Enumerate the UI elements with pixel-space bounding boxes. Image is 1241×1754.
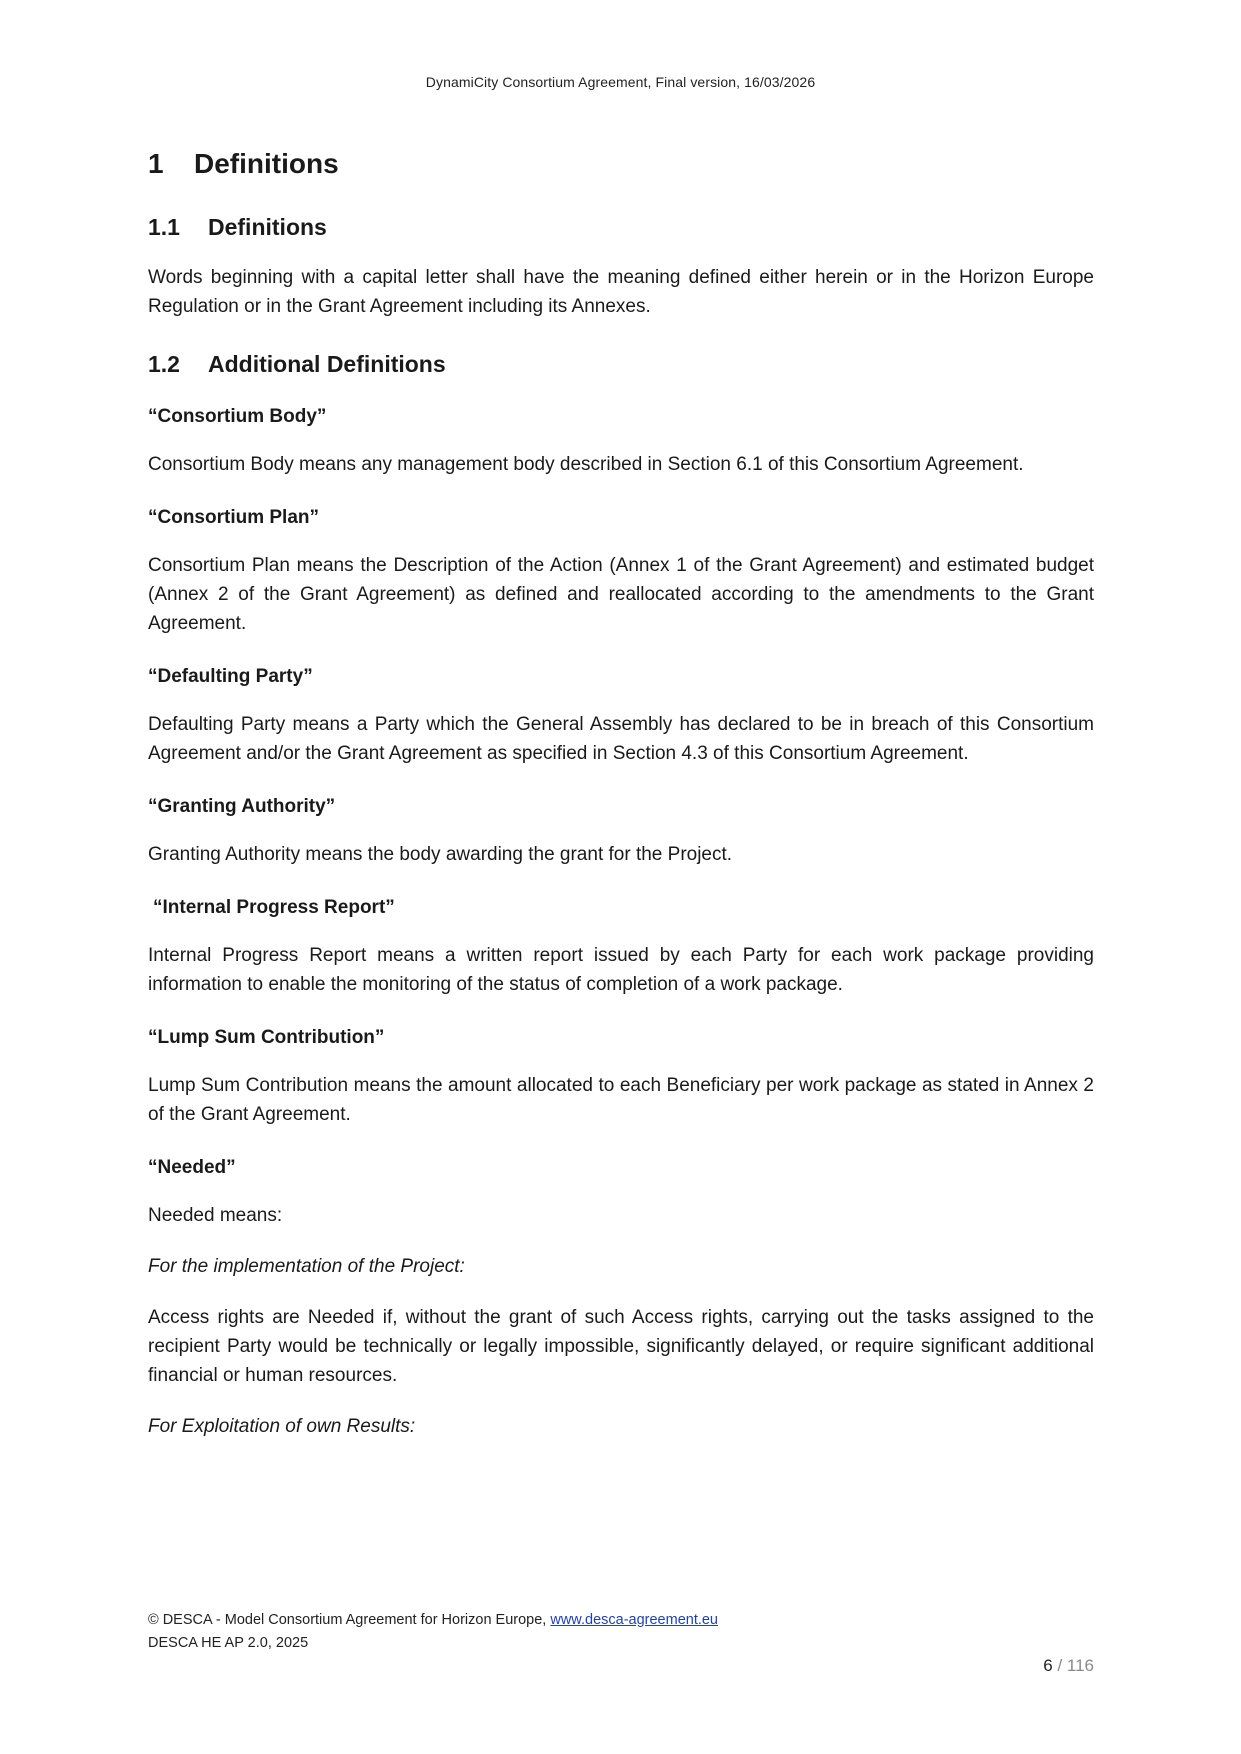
page-separator: /: [1052, 1656, 1067, 1675]
definition-term: “Needed”: [148, 1157, 236, 1178]
section-number: 1: [148, 148, 164, 179]
definition-text: Needed means:: [148, 1205, 283, 1226]
page-current: 6: [1043, 1656, 1053, 1675]
paragraph-implementation: Access rights are Needed if, without the grant of such Access rights, carrying out the tasks assigned to the recipient Party would be technically or legally impossible, significantly delayed, or require significant additional financial or human resources.: [148, 1307, 1094, 1386]
definition-term: “Consortium Body”: [148, 406, 327, 427]
section-title: Definitions: [194, 148, 339, 179]
definition-term: “Lump Sum Contribution”: [148, 1027, 385, 1048]
page-footer: [148, 1609, 718, 1655]
section-heading-1-2: [148, 351, 1094, 378]
page-number: [1043, 1656, 1094, 1676]
section-title: Additional Definitions: [208, 351, 446, 377]
definition-term: “Granting Authority”: [148, 796, 336, 817]
definition-text: Internal Progress Report means a written report issued by each Party for each work package providing information to enable the monitoring of the status of completion of a work package.: [148, 945, 1094, 995]
definition-term: “Consortium Plan”: [148, 507, 320, 528]
page-header: DynamiCity Consortium Agreement, Final version, 16/03/2026: [425, 74, 816, 90]
definition-text: Consortium Body means any management body described in Section 6.1 of this Consortium Agreement.: [148, 454, 1024, 475]
footer-line-2: DESCA HE AP 2.0, 2025: [148, 1635, 309, 1651]
section-number: 1.2: [148, 351, 180, 377]
footer-copyright: © DESCA - Model Consortium Agreement for Horizon Europe,: [148, 1612, 551, 1628]
section-heading-1: [148, 148, 1094, 180]
page-total: 116: [1066, 1656, 1094, 1675]
section-title: Definitions: [208, 214, 327, 240]
definition-text: Defaulting Party means a Party which the General Assembly has declared to be in breach of this Consortium Agreement and/or the Grant Agreement as specified in Section 4.3 of this Consortium Agreement.: [148, 714, 1094, 764]
section-heading-1-1: [148, 214, 1094, 241]
definition-text: Consortium Plan means the Description of the Action (Annex 1 of the Grant Agreement) and estimated budget (Annex 2 of the Grant Agreement) as defined and reallocated according to the amendments to the Grant Agreement.: [148, 555, 1094, 634]
definition-term: “Defaulting Party”: [148, 666, 313, 687]
subheading-implementation: For the implementation of the Project:: [148, 1256, 465, 1277]
definition-term: “Internal Progress Report”: [153, 897, 395, 918]
section-number: 1.1: [148, 214, 180, 240]
document-body: [148, 140, 1094, 1441]
definition-text: Granting Authority means the body awarding the grant for the Project.: [148, 844, 733, 865]
subheading-exploitation: For Exploitation of own Results:: [148, 1416, 416, 1437]
footer-line-1: [148, 1609, 718, 1632]
paragraph-definitions-intro: Words beginning with a capital letter shall have the meaning defined either herein or in the Horizon Europe Regulation or in the Grant Agreement including its Annexes.: [148, 267, 1094, 317]
footer-link[interactable]: www.desca-agreement.eu: [550, 1612, 719, 1628]
definition-text: Lump Sum Contribution means the amount allocated to each Beneficiary per work package as stated in Annex 2 of the Grant Agreement.: [148, 1075, 1094, 1125]
